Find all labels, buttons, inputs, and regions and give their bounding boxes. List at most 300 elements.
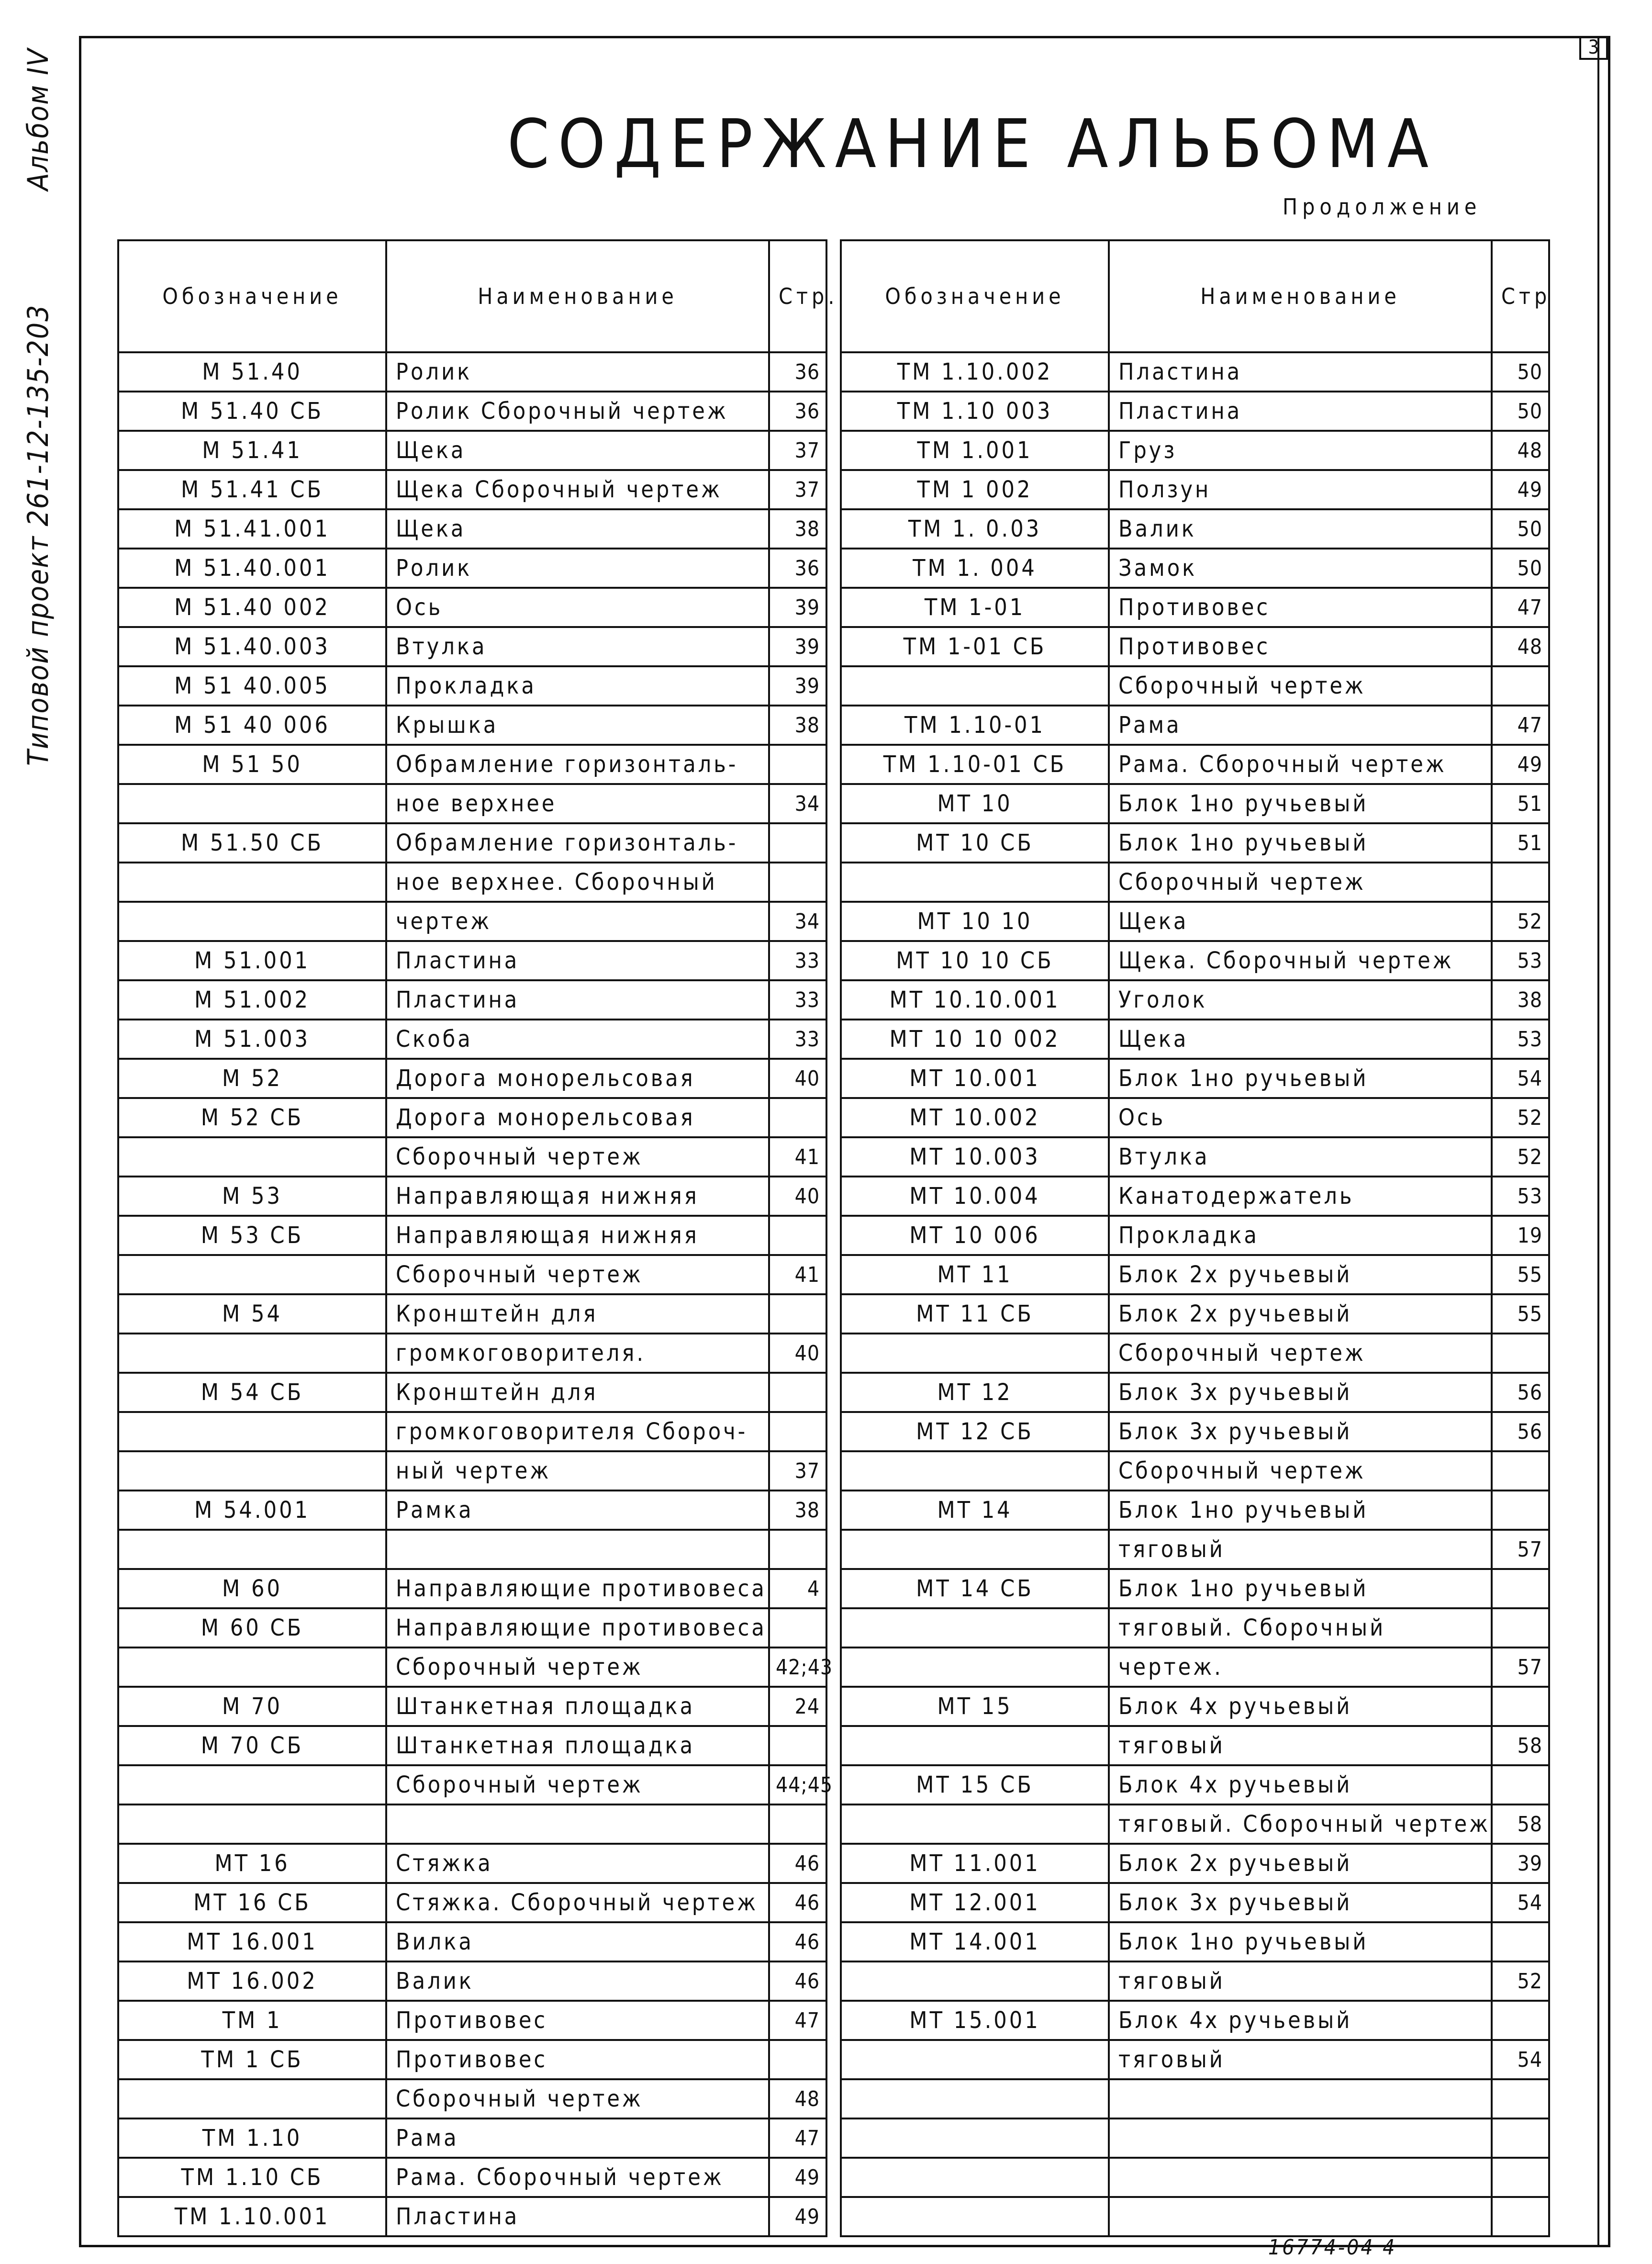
- page-cell: 52: [1492, 1098, 1549, 1137]
- page-cell: [1492, 2197, 1549, 2236]
- name-cell: Крышка: [386, 706, 769, 745]
- designation-cell: М 51.40.001: [118, 549, 386, 588]
- table-row: [118, 2079, 826, 2118]
- designation-cell: [118, 2079, 386, 2118]
- table-row: [118, 980, 826, 1020]
- page-cell: [769, 1608, 826, 1648]
- table-row: [841, 745, 1549, 784]
- page-cell: 53: [1492, 1020, 1549, 1059]
- name-cell: [386, 1530, 769, 1569]
- designation-cell: МТ 16 СБ: [118, 1883, 386, 1922]
- designation-cell: М 51 40 006: [118, 706, 386, 745]
- table-row: [841, 470, 1549, 509]
- name-cell: Сборочный чертеж: [1109, 1451, 1492, 1491]
- page-cell: 34: [769, 784, 826, 823]
- page-cell: 54: [1492, 1059, 1549, 1098]
- table-row: [118, 1648, 826, 1687]
- table-row: [118, 1020, 826, 1059]
- name-cell: Кронштейн для: [386, 1294, 769, 1334]
- designation-cell: М 51 40.005: [118, 666, 386, 706]
- name-cell: Дорога монорельсовая: [386, 1059, 769, 1098]
- table-row: [118, 1844, 826, 1883]
- designation-cell: ТМ 1.10-01 СБ: [841, 745, 1109, 784]
- designation-cell: М 51.50 СБ: [118, 823, 386, 863]
- designation-cell: МТ 10.004: [841, 1177, 1109, 1216]
- designation-cell: М 51.40: [118, 352, 386, 392]
- name-cell: Кронштейн для: [386, 1373, 769, 1412]
- designation-cell: МТ 14: [841, 1491, 1109, 1530]
- designation-cell: МТ 10.003: [841, 1137, 1109, 1177]
- table-row: [841, 392, 1549, 431]
- name-cell: Блок 1но ручьевый: [1109, 1922, 1492, 1961]
- table-row: [118, 627, 826, 666]
- page-cell: 48: [769, 2079, 826, 2118]
- designation-cell: [841, 1648, 1109, 1687]
- name-cell: Штанкетная площадка: [386, 1726, 769, 1765]
- designation-cell: М 51.41 СБ: [118, 470, 386, 509]
- designation-cell: МТ 11: [841, 1255, 1109, 1294]
- name-cell: Блок 2х ручьевый: [1109, 1844, 1492, 1883]
- page-cell: 57: [1492, 1648, 1549, 1687]
- designation-cell: [118, 902, 386, 941]
- page-cell: 48: [1492, 431, 1549, 470]
- page-cell: 38: [1492, 980, 1549, 1020]
- table-row: [841, 1530, 1549, 1569]
- name-cell: тяговый: [1109, 1961, 1492, 2001]
- page-cell: [1492, 1491, 1549, 1530]
- designation-cell: МТ 11 СБ: [841, 1294, 1109, 1334]
- table-row: [841, 1373, 1549, 1412]
- name-cell: ный чертеж: [386, 1451, 769, 1491]
- designation-cell: МТ 10: [841, 784, 1109, 823]
- table-row: [118, 1961, 826, 2001]
- designation-cell: [841, 666, 1109, 706]
- page-cell: [1492, 1569, 1549, 1608]
- page-cell: 40: [769, 1059, 826, 1098]
- designation-cell: [841, 2040, 1109, 2079]
- table-row: [118, 1137, 826, 1177]
- page-cell: 36: [769, 392, 826, 431]
- designation-cell: [841, 863, 1109, 902]
- name-cell: Штанкетная площадка: [386, 1687, 769, 1726]
- designation-cell: МТ 10.001: [841, 1059, 1109, 1098]
- name-cell: Уголок: [1109, 980, 1492, 1020]
- name-cell: Направляющие противовеса: [386, 1608, 769, 1648]
- name-cell: Пластина: [386, 941, 769, 980]
- designation-cell: М 51.002: [118, 980, 386, 1020]
- designation-cell: [118, 1334, 386, 1373]
- frame-binding-line: [1597, 36, 1599, 2247]
- name-cell: Противовес: [386, 2001, 769, 2040]
- table-row: [118, 2040, 826, 2079]
- name-cell: Сборочный чертеж: [1109, 1334, 1492, 1373]
- page-cell: 46: [769, 1844, 826, 1883]
- page-title: СОДЕРЖАНИЕ АЛЬБОМА: [507, 105, 1438, 183]
- name-cell: ное верхнее. Сборочный: [386, 863, 769, 902]
- page-cell: 47: [769, 2001, 826, 2040]
- table-row: [118, 863, 826, 902]
- table-row: [841, 431, 1549, 470]
- designation-cell: МТ 10 10 002: [841, 1020, 1109, 1059]
- page-cell: 36: [769, 352, 826, 392]
- table-row: [841, 1177, 1549, 1216]
- name-cell: Сборочный чертеж: [386, 1765, 769, 1804]
- page-cell: 54: [1492, 2040, 1549, 2079]
- table-row: [118, 1922, 826, 1961]
- table-row: [118, 1334, 826, 1373]
- designation-cell: М 60 СБ: [118, 1608, 386, 1648]
- page-cell: 52: [1492, 902, 1549, 941]
- page-cell: 48: [1492, 627, 1549, 666]
- table-row: [841, 1098, 1549, 1137]
- page-cell: [1492, 2079, 1549, 2118]
- page-cell: [1492, 1334, 1549, 1373]
- page-number: 3: [1579, 36, 1608, 60]
- designation-cell: [118, 784, 386, 823]
- page-cell: 24: [769, 1687, 826, 1726]
- page-cell: 55: [1492, 1255, 1549, 1294]
- name-cell: Ролик: [386, 549, 769, 588]
- table-row: [118, 2197, 826, 2236]
- table-row: [118, 1177, 826, 1216]
- name-cell: [1109, 2197, 1492, 2236]
- designation-cell: МТ 10 10 СБ: [841, 941, 1109, 980]
- name-cell: Пластина: [386, 980, 769, 1020]
- page-cell: 52: [1492, 1961, 1549, 2001]
- designation-cell: М 53: [118, 1177, 386, 1216]
- designation-cell: МТ 11.001: [841, 1844, 1109, 1883]
- name-cell: тяговый. Сборочный чертеж: [1109, 1804, 1492, 1844]
- name-cell: Блок 4х ручьевый: [1109, 2001, 1492, 2040]
- name-cell: Направляющая нижняя: [386, 1177, 769, 1216]
- page-cell: [1492, 863, 1549, 902]
- table-header-row: [118, 240, 826, 352]
- page-cell: 47: [769, 2118, 826, 2158]
- designation-cell: ТМ 1.10: [118, 2118, 386, 2158]
- table-row: [841, 509, 1549, 549]
- designation-cell: М 52: [118, 1059, 386, 1098]
- table-row: [118, 1098, 826, 1137]
- page-cell: 39: [769, 666, 826, 706]
- page-cell: [1492, 1765, 1549, 1804]
- designation-cell: М 54.001: [118, 1491, 386, 1530]
- name-cell: Направляющие противовеса: [386, 1569, 769, 1608]
- table-row: [841, 784, 1549, 823]
- designation-cell: [118, 1137, 386, 1177]
- table-row: [841, 1569, 1549, 1608]
- name-cell: Щека Сборочный чертеж: [386, 470, 769, 509]
- name-header: Наименование: [386, 240, 769, 352]
- designation-cell: ТМ 1. 004: [841, 549, 1109, 588]
- designation-cell: МТ 10.10.001: [841, 980, 1109, 1020]
- name-cell: Пластина: [386, 2197, 769, 2236]
- name-cell: Канатодержатель: [1109, 1177, 1492, 1216]
- designation-cell: ТМ 1.10 003: [841, 392, 1109, 431]
- table-row: [118, 1216, 826, 1255]
- table-row: [841, 2118, 1549, 2158]
- table-row: [118, 588, 826, 627]
- name-cell: громкоговорителя Сбороч-: [386, 1412, 769, 1451]
- page-cell: [769, 1530, 826, 1569]
- table-row: [841, 1804, 1549, 1844]
- name-cell: Прокладка: [1109, 1216, 1492, 1255]
- series-label: Альбом IV: [22, 48, 55, 191]
- name-cell: Блок 1но ручьевый: [1109, 823, 1492, 863]
- table-row: [841, 902, 1549, 941]
- name-cell: Блок 3х ручьевый: [1109, 1883, 1492, 1922]
- table-row: [841, 2079, 1549, 2118]
- designation-cell: [841, 2197, 1109, 2236]
- name-cell: тяговый: [1109, 2040, 1492, 2079]
- table-row: [118, 352, 826, 392]
- table-row: [118, 549, 826, 588]
- name-cell: [386, 1804, 769, 1844]
- page-cell: 49: [769, 2197, 826, 2236]
- page-cell: 39: [769, 627, 826, 666]
- table-row: [118, 823, 826, 863]
- designation-cell: [841, 1961, 1109, 2001]
- page-cell: [1492, 1922, 1549, 1961]
- designation-cell: МТ 12: [841, 1373, 1109, 1412]
- page-cell: [769, 1412, 826, 1451]
- designation-cell: М 70 СБ: [118, 1726, 386, 1765]
- designation-header: Обозначение: [118, 240, 386, 352]
- page-cell: 19: [1492, 1216, 1549, 1255]
- page-cell: 46: [769, 1961, 826, 2001]
- page-cell: [1492, 1687, 1549, 1726]
- page-cell: [769, 1216, 826, 1255]
- name-cell: Замок: [1109, 549, 1492, 588]
- table-row: [118, 1687, 826, 1726]
- page-cell: 33: [769, 941, 826, 980]
- name-cell: Ролик Сборочный чертеж: [386, 392, 769, 431]
- table-row: [841, 1137, 1549, 1177]
- page-cell: 50: [1492, 392, 1549, 431]
- page-header: Стр: [1492, 240, 1549, 352]
- designation-cell: МТ 16.001: [118, 1922, 386, 1961]
- page-cell: 51: [1492, 784, 1549, 823]
- designation-cell: МТ 15: [841, 1687, 1109, 1726]
- table-row: [841, 1294, 1549, 1334]
- page-cell: [1492, 1451, 1549, 1491]
- name-cell: Блок 1но ручьевый: [1109, 1491, 1492, 1530]
- name-cell: Прокладка: [386, 666, 769, 706]
- contents-table-left: [117, 239, 838, 2237]
- page-cell: 34: [769, 902, 826, 941]
- page-cell: 33: [769, 980, 826, 1020]
- designation-cell: М 51 50: [118, 745, 386, 784]
- name-cell: громкоговорителя.: [386, 1334, 769, 1373]
- page-cell: 39: [1492, 1844, 1549, 1883]
- table-row: [118, 2001, 826, 2040]
- table-row: [841, 1255, 1549, 1294]
- table-row: [118, 1373, 826, 1412]
- page-cell: 41: [769, 1255, 826, 1294]
- designation-cell: [118, 1530, 386, 1569]
- name-cell: Сборочный чертеж: [386, 1137, 769, 1177]
- page-cell: 58: [1492, 1726, 1549, 1765]
- page-cell: 47: [1492, 706, 1549, 745]
- designation-cell: М 51.41.001: [118, 509, 386, 549]
- name-cell: чертеж.: [1109, 1648, 1492, 1687]
- table-row: [841, 1726, 1549, 1765]
- name-cell: [1109, 2079, 1492, 2118]
- table-row: [118, 1765, 826, 1804]
- designation-cell: ТМ 1-01 СБ: [841, 627, 1109, 666]
- table-row: [841, 666, 1549, 706]
- designation-cell: [118, 863, 386, 902]
- designation-cell: ТМ 1.10 СБ: [118, 2158, 386, 2197]
- page-cell: [769, 1098, 826, 1137]
- name-cell: Стяжка. Сборочный чертеж: [386, 1883, 769, 1922]
- page-cell: 53: [1492, 1177, 1549, 1216]
- page-cell: 37: [769, 1451, 826, 1491]
- page-cell: [1492, 2001, 1549, 2040]
- page-cell: 58: [1492, 1804, 1549, 1844]
- table-row: [118, 666, 826, 706]
- designation-cell: ТМ 1.10.002: [841, 352, 1109, 392]
- name-cell: тяговый. Сборочный: [1109, 1608, 1492, 1648]
- continuation-label: Продолжение: [1283, 194, 1482, 220]
- designation-cell: МТ 14 СБ: [841, 1569, 1109, 1608]
- designation-cell: [841, 1608, 1109, 1648]
- name-cell: ное верхнее: [386, 784, 769, 823]
- table-row: [841, 1451, 1549, 1491]
- name-cell: Втулка: [1109, 1137, 1492, 1177]
- name-cell: Втулка: [386, 627, 769, 666]
- page-cell: [1492, 2158, 1549, 2197]
- name-cell: Рама. Сборочный чертеж: [386, 2158, 769, 2197]
- table-row: [118, 392, 826, 431]
- designation-cell: [841, 1804, 1109, 1844]
- name-cell: Ползун: [1109, 470, 1492, 509]
- designation-cell: [118, 1804, 386, 1844]
- designation-cell: ТМ 1-01: [841, 588, 1109, 627]
- designation-cell: МТ 14.001: [841, 1922, 1109, 1961]
- table-row: [118, 2158, 826, 2197]
- table-row: [841, 1412, 1549, 1451]
- name-cell: Блок 1но ручьевый: [1109, 784, 1492, 823]
- table-row: [841, 980, 1549, 1020]
- page-cell: 55: [1492, 1294, 1549, 1334]
- table-row: [841, 1844, 1549, 1883]
- table-row: [118, 706, 826, 745]
- designation-cell: ТМ 1 002: [841, 470, 1109, 509]
- designation-cell: ТМ 1: [118, 2001, 386, 2040]
- page-cell: 40: [769, 1334, 826, 1373]
- page-cell: 56: [1492, 1412, 1549, 1451]
- name-cell: [1109, 2158, 1492, 2197]
- table-row: [118, 1451, 826, 1491]
- designation-cell: М 51.40 002: [118, 588, 386, 627]
- designation-cell: ТМ 1.10.001: [118, 2197, 386, 2236]
- page-cell: 52: [1492, 1137, 1549, 1177]
- table-row: [841, 352, 1549, 392]
- designation-cell: [841, 1726, 1109, 1765]
- designation-cell: ТМ 1. 0.03: [841, 509, 1109, 549]
- table-row: [841, 1491, 1549, 1530]
- name-cell: Рама: [386, 2118, 769, 2158]
- table-row: [841, 1608, 1549, 1648]
- page-cell: 51: [1492, 823, 1549, 863]
- table-row: [118, 1530, 826, 1569]
- table-row: [841, 1020, 1549, 1059]
- table-row: [118, 1804, 826, 1844]
- designation-header: Обозначение: [841, 240, 1109, 352]
- name-cell: Блок 2х ручьевый: [1109, 1255, 1492, 1294]
- name-cell: Стяжка: [386, 1844, 769, 1883]
- page-cell: [769, 745, 826, 784]
- designation-cell: [841, 1451, 1109, 1491]
- table-row: [841, 1648, 1549, 1687]
- name-cell: Щека: [386, 431, 769, 470]
- designation-cell: ТМ 1.001: [841, 431, 1109, 470]
- table-row: [841, 2197, 1549, 2236]
- designation-cell: [841, 2118, 1109, 2158]
- table-row: [841, 2040, 1549, 2079]
- name-cell: Сборочный чертеж: [386, 1255, 769, 1294]
- page-cell: 38: [769, 706, 826, 745]
- table-row: [118, 1883, 826, 1922]
- designation-cell: [118, 1255, 386, 1294]
- side-caption: [22, 48, 74, 766]
- name-cell: Ось: [1109, 1098, 1492, 1137]
- archive-code: 16774-04 4: [1268, 2235, 1397, 2260]
- name-header: Наименование: [1109, 240, 1492, 352]
- designation-cell: МТ 12 СБ: [841, 1412, 1109, 1451]
- album-label: Типовой проект 261-12-135-203: [22, 304, 55, 766]
- table-row: [841, 2158, 1549, 2197]
- table-row: [841, 1216, 1549, 1255]
- name-cell: Рамка: [386, 1491, 769, 1530]
- page-cell: 40: [769, 1177, 826, 1216]
- page-cell: 49: [1492, 745, 1549, 784]
- table-row: [118, 902, 826, 941]
- page-cell: 50: [1492, 352, 1549, 392]
- table-row: [118, 509, 826, 549]
- page-cell: [769, 2040, 826, 2079]
- designation-cell: МТ 15 СБ: [841, 1765, 1109, 1804]
- table-row: [118, 2118, 826, 2158]
- page-cell: [769, 1294, 826, 1334]
- designation-cell: МТ 12.001: [841, 1883, 1109, 1922]
- table-row: [118, 431, 826, 470]
- table-row: [118, 1608, 826, 1648]
- designation-cell: [841, 1530, 1109, 1569]
- name-cell: Блок 3х ручьевый: [1109, 1412, 1492, 1451]
- table-row: [118, 1255, 826, 1294]
- page-cell: 53: [1492, 941, 1549, 980]
- designation-cell: М 52 СБ: [118, 1098, 386, 1137]
- name-cell: Обрамление горизонталь-: [386, 823, 769, 863]
- name-cell: Щека: [1109, 902, 1492, 941]
- name-cell: Обрамление горизонталь-: [386, 745, 769, 784]
- designation-cell: МТ 16: [118, 1844, 386, 1883]
- designation-cell: [118, 1451, 386, 1491]
- table-row: [841, 1922, 1549, 1961]
- name-cell: Скоба: [386, 1020, 769, 1059]
- name-cell: Сборочный чертеж: [1109, 863, 1492, 902]
- page-cell: [769, 823, 826, 863]
- page-cell: 46: [769, 1922, 826, 1961]
- name-cell: Рама: [1109, 706, 1492, 745]
- table-row: [841, 1961, 1549, 2001]
- table-row: [841, 2001, 1549, 2040]
- designation-cell: М 53 СБ: [118, 1216, 386, 1255]
- table-row: [118, 1294, 826, 1334]
- page-cell: 54: [1492, 1883, 1549, 1922]
- page-cell: 57: [1492, 1530, 1549, 1569]
